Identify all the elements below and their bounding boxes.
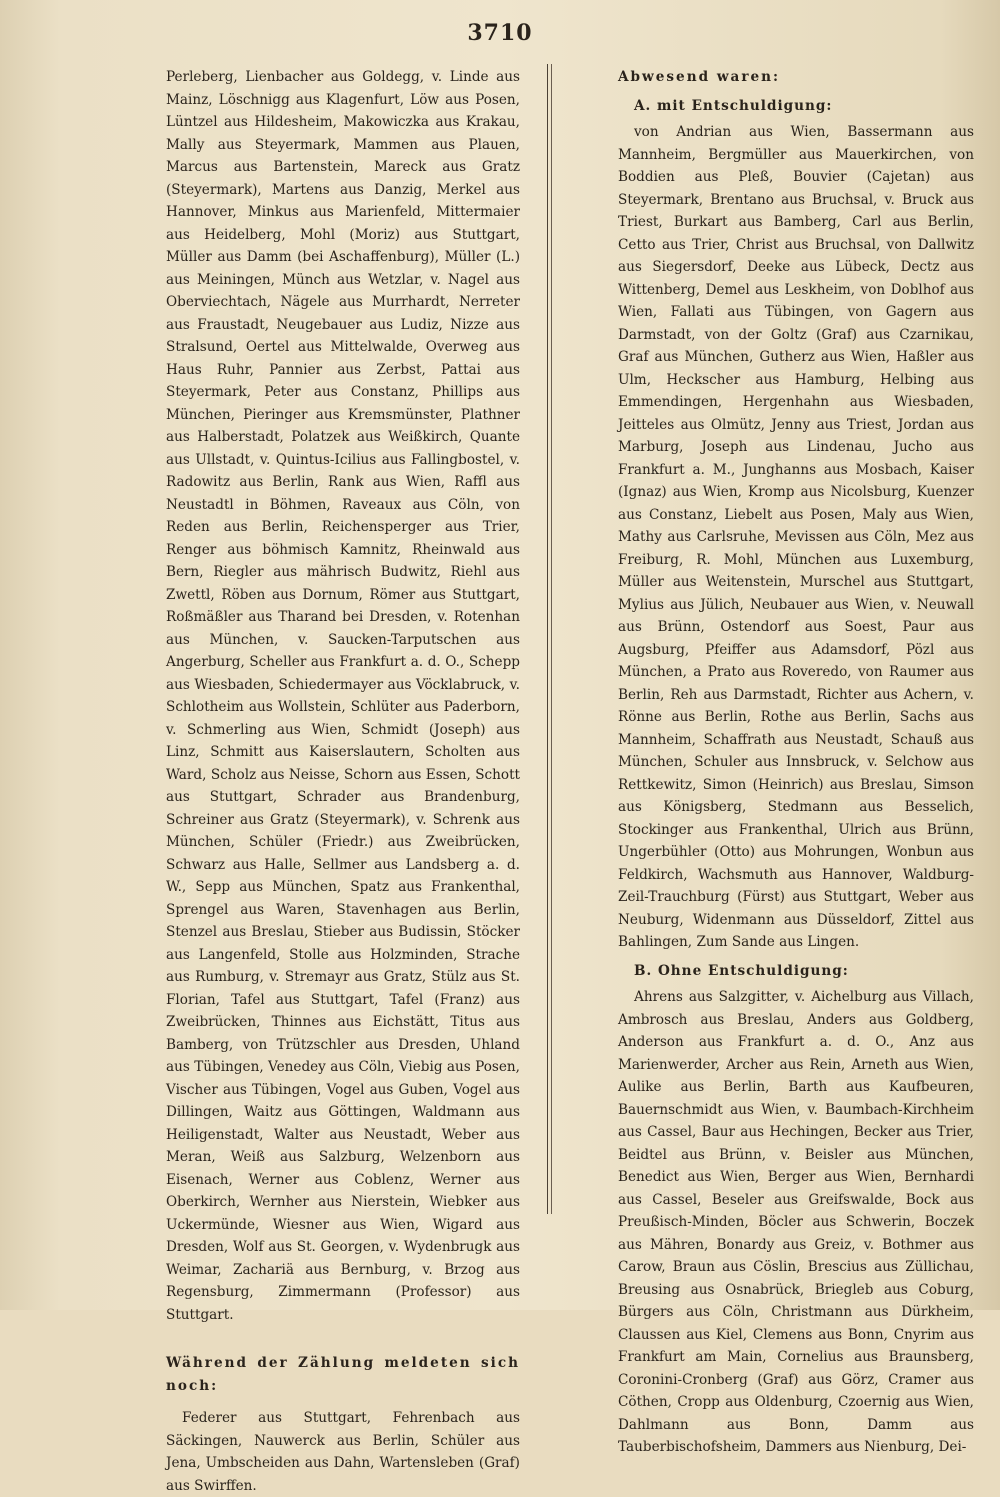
late-registration-list: Federer aus Stuttgart, Fehrenbach aus Säckingen, Nauwerck aus Berlin, Schüler aus Jena, Umbscheiden aus Dahn, Wartensleben (Graf) aus Swirffen. xyxy=(166,1410,520,1494)
excused-heading: A. mit Entschuldigung: xyxy=(634,97,833,114)
page-number: 3710 xyxy=(467,20,533,46)
absent-heading: Abwesend waren: xyxy=(618,69,781,85)
unexcused-list: Ahrens aus Salzgitter, v. Aichelburg aus Villach, Ambrosch aus Breslau, Anders aus Goldberg, Anderson aus Frankfurt a. d. O., Anz aus Marienwerder, Archer aus Rein, Arneth aus Wien, Aulike aus Berlin, Barth aus Kaufbeuren, Bauernschmidt aus Wien, v. Baumbach-Kirchheim aus Cassel, Baur aus Hechingen, Becker aus Trier, Beidtel aus Brünn, v. Beisler aus München, Benedict aus Wien, Berger aus Wien, Bernhardi aus Cassel, Beseler aus Greifswalde, Bock aus Preußisch-Minden, Böcler aus Schwerin, Boczek aus Mähren, Bonardy aus Greiz, v. Bothmer aus Carow, Braun aus Cöslin, Brescius aus Züllichau, Breusing aus Osnabrück, Briegleb aus Coburg, Bürgers aus Cöln, Christmann aus Dürkheim, Claussen aus Kiel, Clemens aus Bonn, Cnyrim aus Frankfurt am Main, Cornelius aus Braunsberg, Coronini-Cronberg (Graf) aus Görz, Cramer aus Cöthen, Cropp aus Oldenburg, Czoernig aus Wien, Dahlmann aus Bonn, Damm aus Tauberbischofsheim, Dammers aus Nienburg, Dei- xyxy=(618,989,974,1455)
late-registration-heading: Während der Zählung meldeten sich noch: xyxy=(166,1355,520,1394)
left-column xyxy=(166,66,520,1497)
column-divider xyxy=(547,64,548,1214)
unexcused-heading: B. Ohne Entschuldigung: xyxy=(634,962,849,979)
excused-list: von Andrian aus Wien, Bassermann aus Mannheim, Bergmüller aus Mauerkirchen, von Boddien aus Pleß, Bouvier (Cajetan) aus Steyermark, Brentano aus Bruchsal, v. Bruck aus Triest, Burkart aus Bamberg, Carl aus Berlin, Cetto aus Trier, Christ aus Bruchsal, von Dallwitz aus Siegersdorf, Deeke aus Lübeck, Dectz aus Wittenberg, Demel aus Leskheim, von Doblhof aus Wien, Fallati aus Tübingen, von Gagern aus Darmstadt, von der Goltz (Graf) aus Czarnikau, Graf aus München, Gutherz aus Wien, Haßler aus Ulm, Heckscher aus Hamburg, Helbing aus Emmendingen, Hergenhahn aus Wiesbaden, Jeitteles aus Olmütz, Jenny aus Triest, Jordan aus Marburg, Joseph aus Lindenau, Jucho aus Frankfurt a. M., Junghanns aus Mosbach, Kaiser (Ignaz) aus Wien, Kromp aus Nicolsburg, Kuenzer aus Constanz, Liebelt aus Posen, Maly aus Wien, Mathy aus Carlsruhe, Mevissen aus Cöln, Mez aus Freiburg, R. Mohl, München aus Luxemburg, Müller aus Weitenstein, Murschel aus Stuttgart, Mylius aus Jülich, Neubauer aus Wien, v. Neuwall aus Brünn, Ostendorf aus Soest, Paur aus Augsburg, Pfeiffer aus Adamsdorf, Pözl aus München, a Prato aus Roveredo, von Raumer aus Berlin, Reh aus Darmstadt, Richter aus Achern, v. Rönne aus Berlin, Rothe aus Berlin, Sachs aus Mannheim, Schaffrath aus Neustadt, Schauß aus München, Schuler aus Innsbruck, v. Selchow aus Rettkewitz, Simon (Heinrich) aus Breslau, Simson aus Königsberg, Stedmann aus Besselich, Stockinger aus Frankenthal, Ulrich aus Brünn, Ungerbühler (Otto) aus Mohrungen, Wonbun aus Feldkirch, Wachsmuth aus Hannover, Waldburg-Zeil-Trauchburg (Fürst) aus Stuttgart, Weber aus Neuburg, Widenmann aus Düsseldorf, Zittel aus Bahlingen, Zum Sande aus Lingen. xyxy=(618,124,974,950)
right-column xyxy=(618,66,974,1459)
present-members-list: Perleberg, Lienbacher aus Goldegg, v. Linde aus Mainz, Löschnigg aus Klagenfurt, Löw aus Posen, Lüntzel aus Hildesheim, Makowiczka aus Krakau, Mally aus Steyermark, Mammen aus Plauen, Marcus aus Bartenstein, Mareck aus Gratz (Steyermark), Martens aus Danzig, Merkel aus Hannover, Minkus aus Marienfeld, Mittermaier aus Heidelberg, Mohl (Moriz) aus Stuttgart, Müller aus Damm (bei Aschaffenburg), Müller (L.) aus Meiningen, Münch aus Wetzlar, v. Nagel aus Oberviechtach, Nägele aus Murrhardt, Nerreter aus Fraustadt, Neugebauer aus Ludiz, Nizze aus Stralsund, Oertel aus Mittelwalde, Overweg aus Haus Ruhr, Pannier aus Zerbst, Pattai aus Steyermark, Peter aus Constanz, Phillips aus München, Pieringer aus Kremsmünster, Plathner aus Halberstadt, Polatzek aus Weißkirch, Quante aus Ullstadt, v. Quintus-Icilius aus Fallingbostel, v. Radowitz aus Berlin, Rank aus Wien, Raffl aus Neustadtl in Böhmen, Raveaux aus Cöln, von Reden aus Berlin, Reichensperger aus Trier, Renger aus böhmisch Kamnitz, Rheinwald aus Bern, Riegler aus mährisch Budwitz, Riehl aus Zwettl, Röben aus Dornum, Römer aus Stuttgart, Roßmäßler aus Tharand bei Dresden, v. Rotenhan aus München, v. Saucken-Tarputschen aus Angerburg, Scheller aus Frankfurt a. d. O., Schepp aus Wiesbaden, Schiedermayer aus Vöcklabruck, v. Schlotheim aus Wollstein, Schlüter aus Paderborn, v. Schmerling aus Wien, Schmidt (Joseph) aus Linz, Schmitt aus Kaiserslautern, Scholten aus Ward, Scholz aus Neisse, Schorn aus Essen, Schott aus Stuttgart, Schrader aus Brandenburg, Schreiner aus Gratz (Steyermark), v. Schrenk aus München, Schüler (Friedr.) aus Zweibrücken, Schwarz aus Halle, Sellmer aus Landsberg a. d. W., Sepp aus München, Spatz aus Frankenthal, Sprengel aus Waren, Stavenhagen aus Berlin, Stenzel aus Breslau, Stieber aus Budissin, Stöcker aus Langenfeld, Stolle aus Holzminden, Strache aus Rumburg, v. Stremayr aus Gratz, Stülz aus St. Florian, Tafel aus Stuttgart, Tafel (Franz) aus Zweibrücken, Thinnes aus Eichstätt, Titus aus Bamberg, von Trützschler aus Dresden, Uhland aus Tübingen, Venedey aus Cöln, Viebig aus Posen, Vischer aus Tübingen, Vogel aus Guben, Vogel aus Dillingen, Waitz aus Göttingen, Waldmann aus Heiligenstadt, Walter aus Neustadt, Weber aus Meran, Weiß aus Salzburg, Welzenborn aus Eisenach, Werner aus Coblenz, Werner aus Oberkirch, Wernher aus Nierstein, Wiebker aus Uckermünde, Wiesner aus Wien, Wigard aus Dresden, Wolf aus St. Georgen, v. Wydenbrugk aus Weimar, Zachariä aus Bernburg, v. Brzog aus Regensburg, Zimmermann (Professor) aus Stuttgart. xyxy=(166,69,520,1323)
column-divider-inner xyxy=(551,64,552,1214)
